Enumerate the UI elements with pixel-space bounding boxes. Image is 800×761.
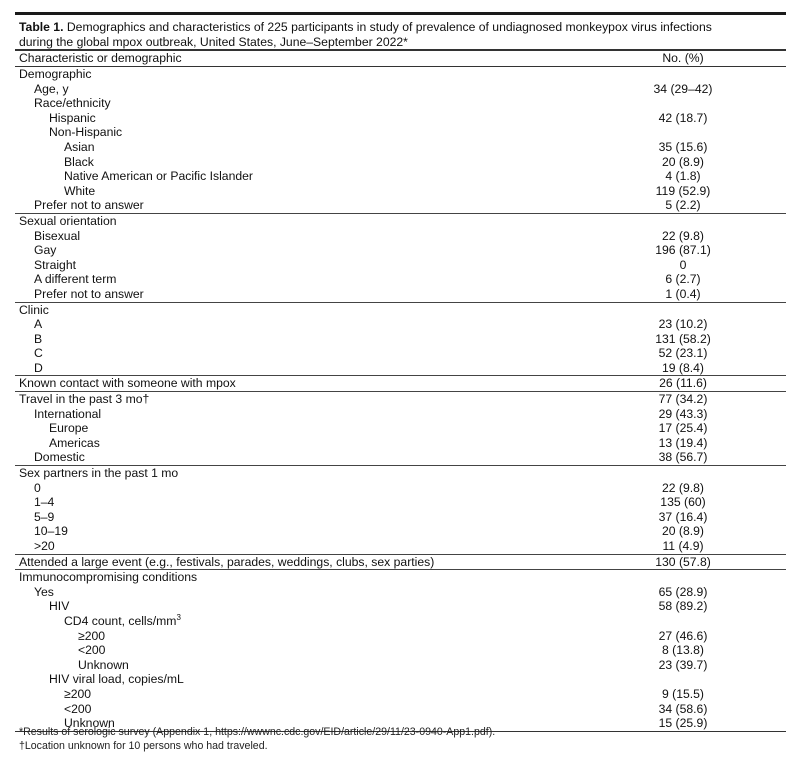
row-value: 0 <box>679 257 687 272</box>
row-label <box>15 599 580 614</box>
row-label <box>15 361 580 376</box>
table-row <box>15 421 786 436</box>
table-row <box>15 214 786 229</box>
table-row <box>15 570 786 585</box>
table-row <box>15 140 786 155</box>
row-label <box>15 672 580 687</box>
row-label-text: Sex partners in the past 1 mo <box>19 466 179 481</box>
row-label-text: HIV viral load, copies/mL <box>49 672 184 687</box>
row-value <box>580 96 786 111</box>
row-label-text: HIV <box>49 599 70 614</box>
row-value: 65 (28.9) <box>658 584 708 599</box>
superscript: 3 <box>176 612 181 622</box>
table-row <box>15 303 786 318</box>
row-label-text: Sexual orientation <box>19 213 117 228</box>
caption-line-2: during the global mpox outbreak, United States, June–September 2022* <box>19 34 408 49</box>
row-label <box>15 169 580 184</box>
row-label-text: Straight <box>34 257 77 272</box>
row-value: 20 (8.9) <box>661 154 704 169</box>
row-label-text: International <box>34 406 102 421</box>
row-value: 22 (9.8) <box>661 228 704 243</box>
row-label-text: Clinic <box>19 302 49 317</box>
table-row <box>15 272 786 287</box>
row-label <box>15 495 580 510</box>
row-value <box>580 614 786 629</box>
row-label-text: Prefer not to answer <box>34 198 144 213</box>
row-value <box>580 67 786 82</box>
table-row <box>15 524 786 539</box>
row-value: 42 (18.7) <box>658 110 708 125</box>
row-label <box>15 243 580 258</box>
table-row <box>15 510 786 525</box>
row-label-text: Travel in the past 3 mo† <box>19 392 150 407</box>
table-row <box>15 407 786 422</box>
table-row <box>15 599 786 614</box>
row-label <box>15 392 580 407</box>
row-value: 29 (43.3) <box>658 406 708 421</box>
row-label-text: 1–4 <box>34 495 55 510</box>
row-value: 34 (29–42) <box>653 81 713 96</box>
table-label: Table 1. <box>19 20 64 34</box>
row-value <box>580 570 786 585</box>
row-label <box>15 450 580 465</box>
row-value: 131 (58.2) <box>655 331 711 346</box>
row-value: 196 (87.1) <box>655 243 711 258</box>
row-label <box>15 421 580 436</box>
row-label <box>15 303 580 318</box>
row-value: 22 (9.8) <box>661 480 704 495</box>
row-label-text: Known contact with someone with mpox <box>19 376 236 391</box>
row-value: 37 (16.4) <box>658 509 708 524</box>
row-label <box>15 184 580 199</box>
row-value: 58 (89.2) <box>658 599 708 614</box>
table-row <box>15 466 786 481</box>
row-value: 9 (15.5) <box>661 686 704 701</box>
table-row <box>15 672 786 687</box>
table-row <box>15 82 786 97</box>
row-label-text: <200 <box>64 701 92 716</box>
row-label-text: 10–19 <box>34 524 68 539</box>
table-row <box>15 658 786 673</box>
row-value: 19 (8.4) <box>661 360 704 375</box>
row-label <box>15 436 580 451</box>
row-label-text: Americas <box>49 435 100 450</box>
row-label <box>15 317 580 332</box>
row-value <box>580 672 786 687</box>
table-row <box>15 585 786 600</box>
row-label <box>15 140 580 155</box>
row-label <box>15 629 580 644</box>
row-label-text: A different term <box>34 272 117 287</box>
row-value: 13 (19.4) <box>658 435 708 450</box>
row-label <box>15 198 580 213</box>
row-value: 26 (11.6) <box>659 376 707 391</box>
table-row <box>15 702 786 717</box>
row-label-text: Yes <box>34 584 54 599</box>
footnote-travel-location: †Location unknown for 10 persons who had traveled. <box>19 739 268 752</box>
table-row <box>15 125 786 140</box>
table-caption <box>15 15 786 49</box>
row-value: 34 (58.6) <box>658 701 708 716</box>
row-label-text: 0 <box>34 480 41 495</box>
table-row <box>15 539 786 554</box>
row-value: 23 (10.2) <box>658 317 708 332</box>
row-value: 23 (39.7) <box>658 657 708 672</box>
row-label <box>15 214 580 229</box>
table-row <box>15 629 786 644</box>
table-row <box>15 555 786 570</box>
table-row <box>15 184 786 199</box>
row-value: 35 (15.6) <box>658 139 708 154</box>
table-row <box>15 361 786 376</box>
row-label <box>15 67 580 82</box>
row-label-text: D <box>34 360 43 375</box>
row-label <box>15 687 580 702</box>
row-value: 11 (4.9) <box>662 539 704 553</box>
row-label <box>15 539 580 554</box>
row-value: 17 (25.4) <box>658 421 708 436</box>
row-label <box>15 258 580 273</box>
row-label-text: Domestic <box>34 450 85 465</box>
table-row <box>15 450 786 465</box>
row-label-text: A <box>34 317 43 332</box>
row-label-text: Asian <box>64 139 95 154</box>
row-label-text: >20 <box>34 539 55 553</box>
table-row <box>15 96 786 111</box>
row-label <box>15 229 580 244</box>
row-label-text: Bisexual <box>34 228 81 243</box>
row-value: 15 (25.9) <box>658 716 708 731</box>
row-label <box>15 658 580 673</box>
row-label <box>15 524 580 539</box>
row-label <box>15 287 580 302</box>
column-header-count: No. (%) <box>662 50 704 65</box>
row-label <box>15 570 580 585</box>
table-row <box>15 198 786 213</box>
table-row <box>15 287 786 302</box>
demographics-table <box>15 12 786 732</box>
row-label-text: B <box>34 331 43 346</box>
row-label-text: Europe <box>49 421 89 436</box>
row-label-text: Hispanic <box>49 110 96 125</box>
table-row <box>15 243 786 258</box>
row-value: 8 (13.8) <box>661 643 704 658</box>
row-label <box>15 643 580 658</box>
table-row <box>15 376 786 391</box>
table-body <box>15 67 786 732</box>
table-row <box>15 614 786 629</box>
row-label <box>15 376 580 391</box>
table-row <box>15 481 786 496</box>
row-value: 1 (0.4) <box>665 286 701 301</box>
row-value: 119 (52.9) <box>655 183 711 198</box>
row-label <box>15 466 580 481</box>
table-row <box>15 687 786 702</box>
footnote-serologic-survey: *Results of serologic survey (Appendix 1, https://wwwnc.cdc.gov/EID/article/29/11/23-0940-App1.pdf). <box>19 726 496 738</box>
row-label <box>15 614 580 629</box>
row-label-text: ≥200 <box>64 686 92 701</box>
row-label-text: CD4 count, cells/mm <box>64 613 177 628</box>
row-label-text: Black <box>64 154 94 169</box>
row-value: 135 (60) <box>660 495 706 510</box>
row-value <box>580 125 786 140</box>
row-label <box>15 702 580 717</box>
table-row <box>15 643 786 658</box>
row-label-text: Demographic <box>19 67 92 81</box>
row-value <box>580 466 786 481</box>
table-row <box>15 67 786 82</box>
row-label <box>15 111 580 126</box>
row-value <box>580 214 786 229</box>
table-row <box>15 111 786 126</box>
row-label <box>15 555 580 570</box>
row-value: 20 (8.9) <box>661 524 704 539</box>
row-label-text: ≥200 <box>78 628 106 643</box>
row-value: 77 (34.2) <box>658 392 708 407</box>
row-label <box>15 510 580 525</box>
row-label-text: C <box>34 346 43 361</box>
row-label-text: White <box>64 183 96 198</box>
row-label-text: Native American or Pacific Islander <box>64 169 253 184</box>
table-row <box>15 155 786 170</box>
row-value: 6 (2.7) <box>665 272 701 287</box>
row-label <box>15 125 580 140</box>
table-row <box>15 346 786 361</box>
row-value <box>580 303 786 318</box>
table-row <box>15 229 786 244</box>
row-label <box>15 407 580 422</box>
row-value: 27 (46.6) <box>658 628 708 643</box>
table-row <box>15 258 786 273</box>
row-label-text: Prefer not to answer <box>34 286 144 301</box>
row-label-text: Unknown <box>64 716 115 731</box>
table-header <box>15 51 786 66</box>
row-value: 52 (23.1) <box>658 346 708 361</box>
row-label <box>15 96 580 111</box>
caption-line-1: Demographics and characteristics of 225 participants in study of prevalence of undiagnosed monkeypox virus infections <box>66 20 712 34</box>
row-label <box>15 155 580 170</box>
row-value: 38 (56.7) <box>658 450 708 465</box>
table-row <box>15 392 786 407</box>
row-label-text: <200 <box>78 643 106 658</box>
row-label-text: Age, y <box>34 81 69 96</box>
row-label-text: Non-Hispanic <box>49 125 123 140</box>
table-row <box>15 317 786 332</box>
row-label <box>15 272 580 287</box>
row-label-text: Immunocompromising conditions <box>19 570 198 585</box>
table-row <box>15 332 786 347</box>
table-footnotes <box>19 726 495 753</box>
row-label-text: Race/ethnicity <box>34 96 111 111</box>
table-row <box>15 495 786 510</box>
row-label-text: 5–9 <box>34 509 55 524</box>
table-row <box>15 436 786 451</box>
row-label-text: Unknown <box>78 657 129 672</box>
row-value: 4 (1.8) <box>665 169 701 184</box>
row-value: 5 (2.2) <box>665 198 701 213</box>
row-label-text: Attended a large event (e.g., festivals, parades, weddings, clubs, sex parties) <box>19 554 435 569</box>
column-header-characteristic: Characteristic or demographic <box>19 50 182 65</box>
row-label <box>15 82 580 97</box>
row-label <box>15 332 580 347</box>
row-label <box>15 585 580 600</box>
row-value: 130 (57.8) <box>655 554 711 569</box>
table-row <box>15 169 786 184</box>
row-label <box>15 346 580 361</box>
row-label-text: Gay <box>34 243 57 258</box>
row-label <box>15 481 580 496</box>
